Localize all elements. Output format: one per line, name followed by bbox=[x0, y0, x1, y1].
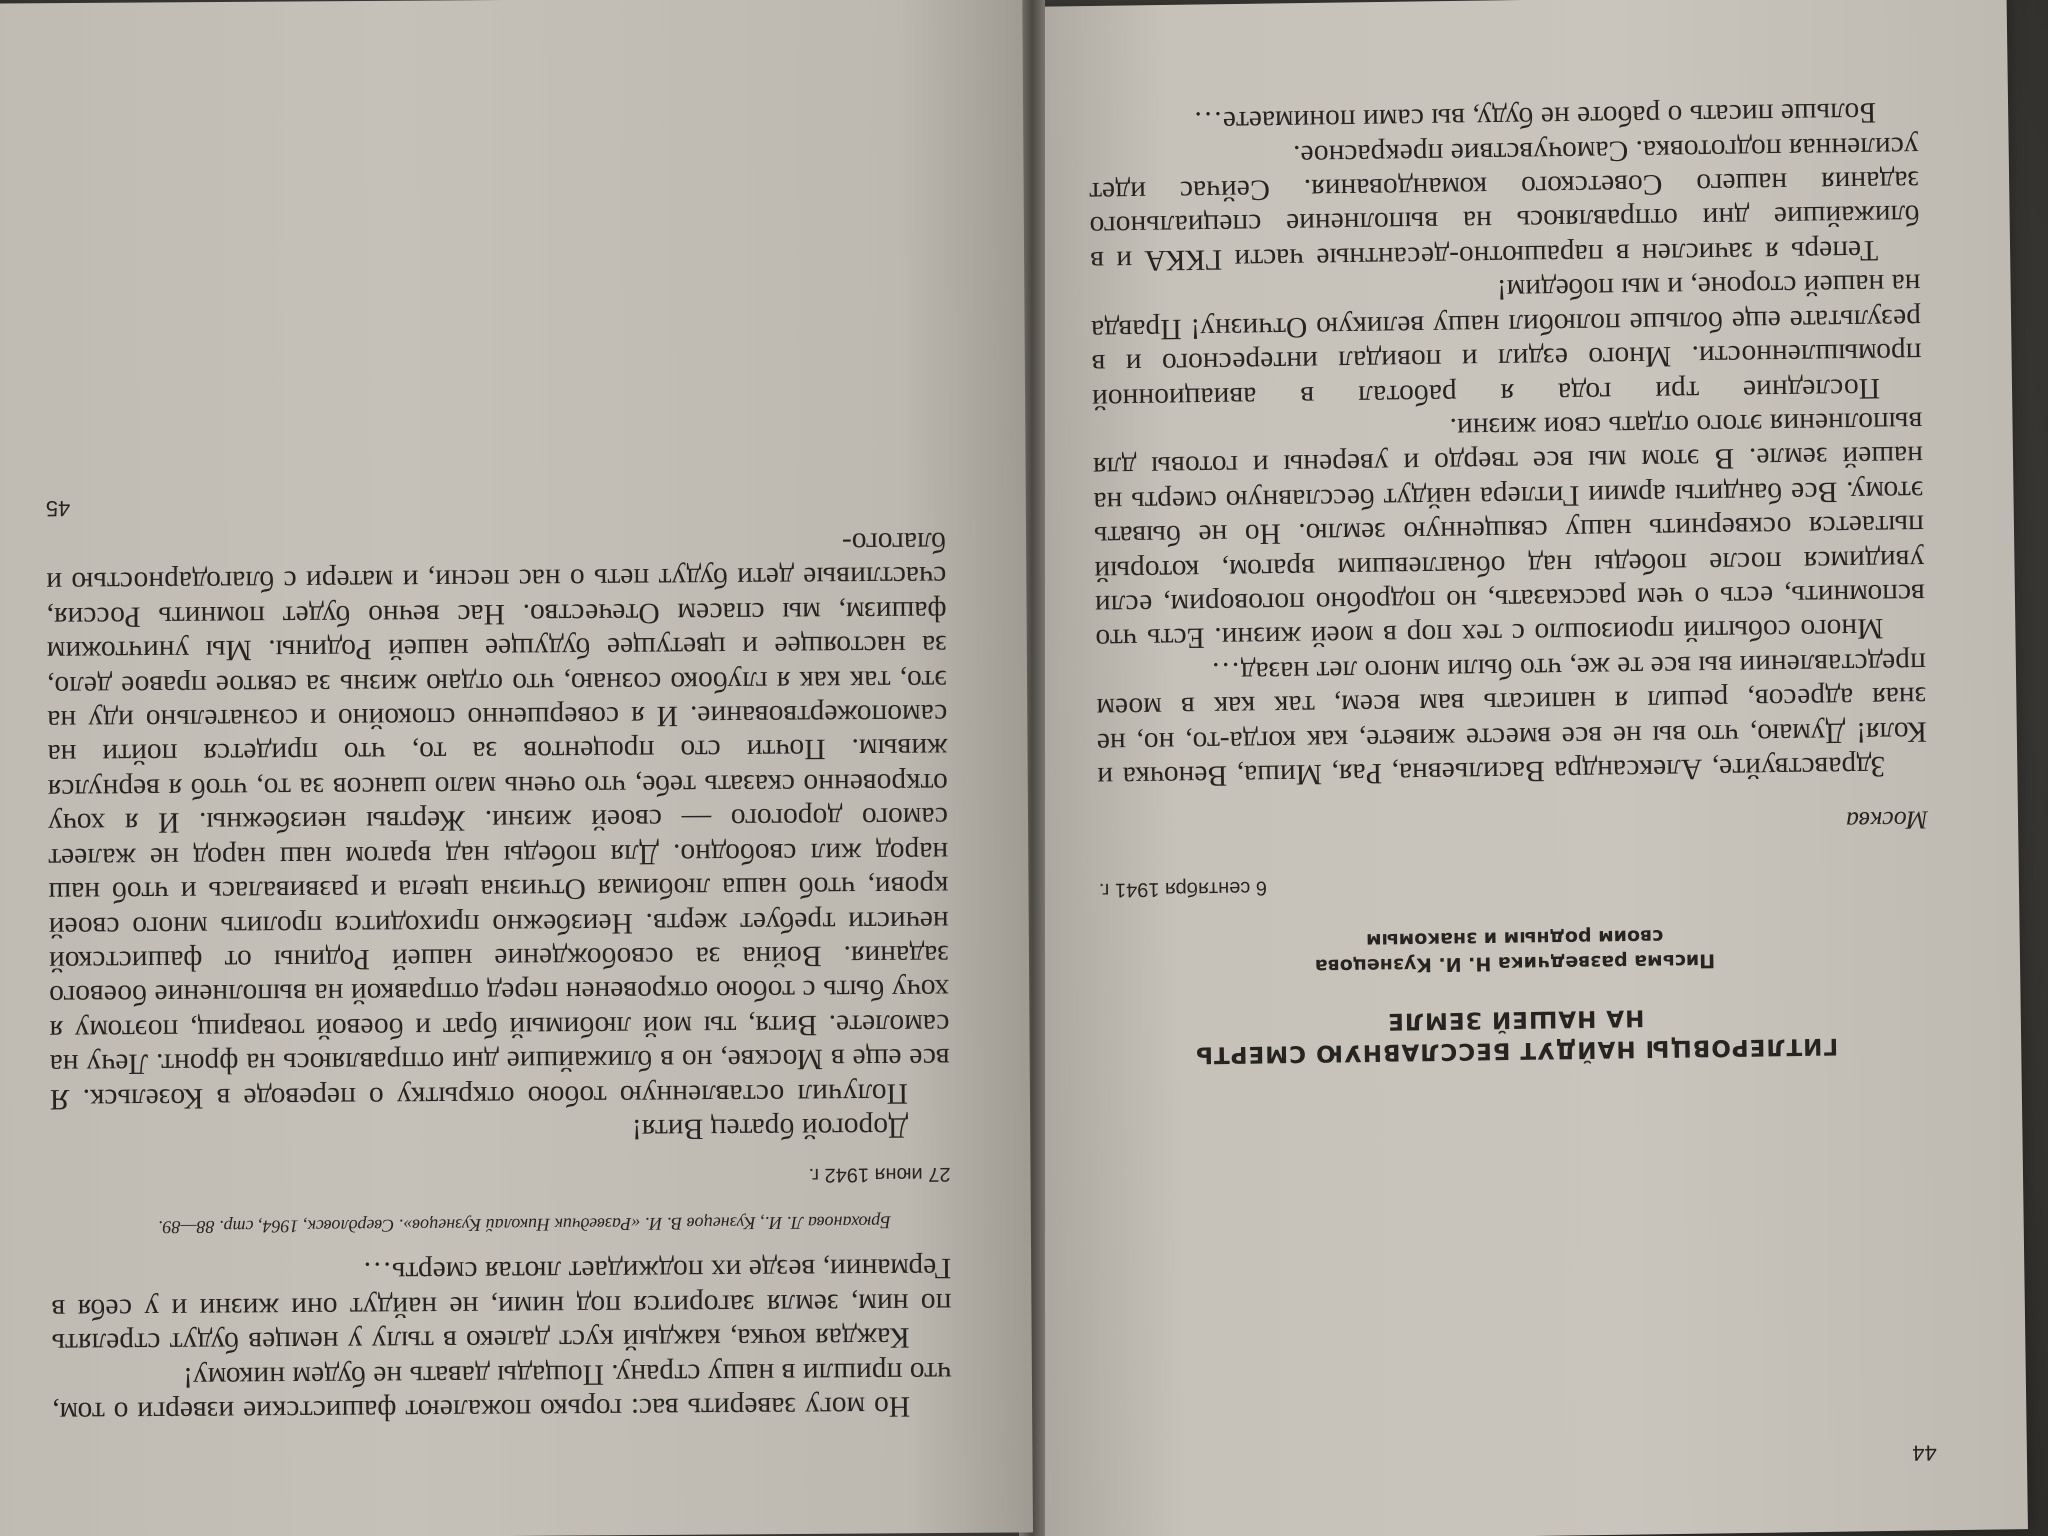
chapter-heading-line-2: НА НАШЕЙ ЗЕМЛЕ bbox=[1386, 1004, 1645, 1034]
source-citation: Брюханова Л. И., Кузнецов В. И. «Разведчик Николай Кузнецов». Свердловск, 1964, стр. 88—89. bbox=[157, 1212, 891, 1238]
paragraph: Много событий произошло с тех пор в моей жизни. Есть что вспомнить, есть о чем рассказать, но подробно поговорим, если увидимся после победы над обнаглевшим врагом, который пытается осквернить нашу священную землю. Но не бывать этому. Все бандиты армии Гитлера найдут бесславную смерть на нашей земле. В этом мы все твердо и уверены и готовы для выполнения этого отдать свои жизни. bbox=[1092, 405, 1926, 656]
chapter-heading bbox=[1101, 997, 1932, 1071]
letter-date-1942: 27 июня 1942 г. bbox=[808, 1162, 951, 1186]
page-number-44: 44 bbox=[1912, 1440, 1938, 1466]
letter-place: Москва bbox=[1845, 805, 1929, 836]
letter-greeting: Дорогой братец Витя! bbox=[631, 1111, 909, 1146]
page-number-45: 45 bbox=[45, 495, 71, 521]
letter-date-1941: 6 сентября 1941 г. bbox=[1098, 876, 1268, 901]
chapter-subheading bbox=[1100, 919, 1931, 981]
paragraph: Но могу заверить вас: горько пожалеют фашистские изверги о том, что пришли в нашу страну. Пощады давать не будем никому! bbox=[52, 1355, 952, 1429]
chapter-subheading-line-1: Письма разведчика Н. И. Кузнецова bbox=[1314, 949, 1716, 977]
paragraph: Получил оставленную тобою открытку о переводе в Козельск. Я все еще в Москве, но в ближайшие дни отправляюсь на фронт. Лечу на самолете. Витя, ты мой любимый брат и боевой товарищ, поэтому я хочу быть с тобою откровенен перед отправкой на выполнение боевого задания. Война за освобождение нашей Родины от фашистской нечисти требует жертв. Неизбежно приходится пролить много своей крови, чтоб наша любимая Отчизна цвела и развивалась и чтоб наш народ жил свободно. Для победы над врагом наш народ не жалеет самого дорогого — своей жизни. Жертвы неизбежны. И я хочу откровенно сказать тебе, что очень мало шансов за то, чтоб я вернулся живым. Почти сто процентов за то, что придется пойти на самопожертвование. И я совершенно спокойно и сознательно иду на это, так как я глубоко сознаю, что отдаю жизнь за святое правое дело, за настоящее и цветущее будущее нашей Родины. Мы уничтожим фашизм, мы спасем Отечество. Нас вечно будет помнить Россия, счастливые дети будут петь о нас песни, и матери с благодарностью и благого- bbox=[46, 525, 950, 1115]
page-44 bbox=[1017, 0, 2028, 1536]
paragraph: Больше писать о работе не буду, вы сами понимаете… bbox=[1193, 96, 1877, 138]
paragraph: Здравствуйте, Александра Васильевна, Рая, Миша, Веночка и Коля! Думаю, что вы не все вместе живете, как когда-то, но, не зная адресов, решил я написать вам всем, так как в моем представлении вы все те же, что были много лет назад… bbox=[1096, 646, 1928, 794]
paragraph: Теперь я зачислен в парашютно-десантные части ГККА и в ближайшие дни отправляюсь на выполнение специального задания нашего Советского командования. Сейчас идет усиленная подготовка. Самочувствие прекрасное. bbox=[1088, 130, 1920, 277]
paragraph: Каждая кочка, каждый куст далеко в тылу у немцев будут стрелять по ним, земля загорится под ними, не найдут они жизни и у себя в Германии, везде их поджидает лютая смерть… bbox=[51, 1252, 952, 1360]
chapter-heading-line-1: ГИТЛЕРОВЦЫ НАЙДУТ БЕССЛАВНУЮ СМЕРТЬ bbox=[1194, 1032, 1839, 1068]
chapter-subheading-line-2: своим родным и знакомым bbox=[1365, 925, 1664, 952]
paragraph: Последние три года я работал в авиационной промышленности. Много ездил и повидал интересного и в результате еще больше полюбил нашу великую Отчизну! Правда на нашей стороне, и мы победим! bbox=[1090, 267, 1922, 415]
